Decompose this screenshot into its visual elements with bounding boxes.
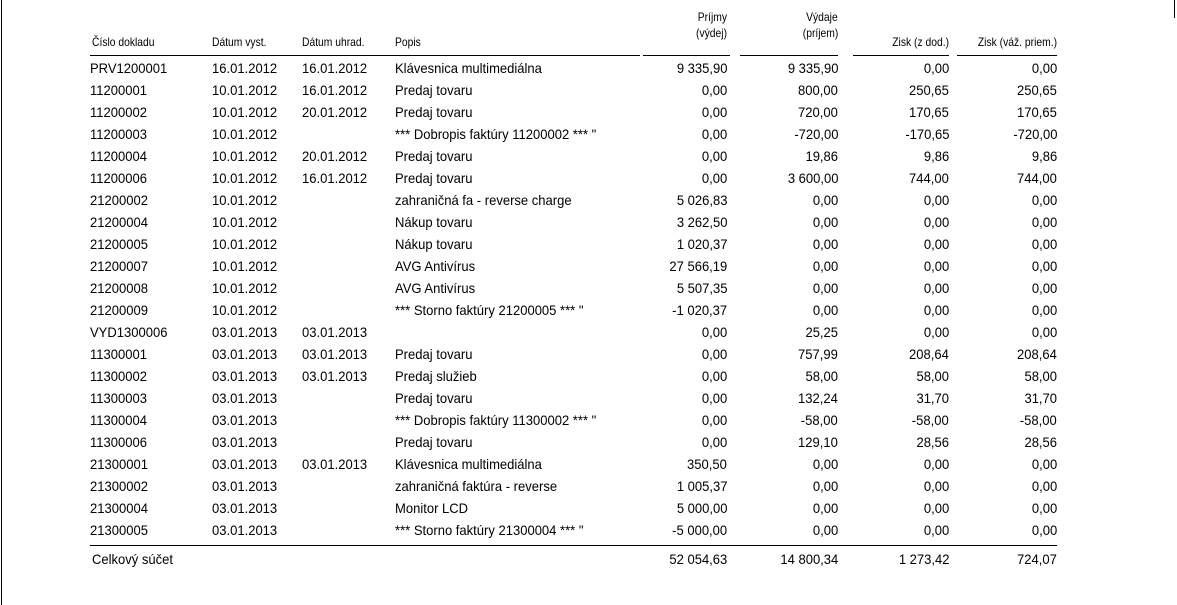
expense-value: 0,00 xyxy=(812,500,838,516)
income-value: 0,00 xyxy=(701,170,727,186)
profit-value: 0,00 xyxy=(923,214,949,230)
header-rule-expense xyxy=(740,55,838,56)
profit-avg-value: 0,00 xyxy=(1031,60,1057,76)
profit-avg-value: 0,00 xyxy=(1031,324,1057,340)
expense-value: 720,00 xyxy=(798,104,838,120)
profit-avg-value: 0,00 xyxy=(1031,456,1057,472)
profit-value: 250,65 xyxy=(909,82,949,98)
profit-avg-value: -720,00 xyxy=(1012,126,1057,142)
issue-date: 03.01.2013 xyxy=(212,412,278,428)
table-row xyxy=(0,190,1177,212)
table-row xyxy=(0,124,1177,146)
table-row xyxy=(0,58,1177,80)
income-value: 0,00 xyxy=(701,390,727,406)
table-row xyxy=(0,410,1177,432)
paid-date: 16.01.2012 xyxy=(302,170,368,186)
total-rule xyxy=(90,545,1057,546)
doc-number: 21300001 xyxy=(90,456,148,472)
doc-number: 21200002 xyxy=(90,192,148,208)
expense-value: 58,00 xyxy=(805,368,838,384)
expense-value: -58,00 xyxy=(801,412,838,428)
doc-number: 21300002 xyxy=(90,478,148,494)
profit-value: 9,86 xyxy=(923,148,949,164)
description: Monitor LCD xyxy=(395,500,469,516)
total-label: Celkový súčet xyxy=(92,551,174,567)
expense-value: 0,00 xyxy=(812,522,838,538)
issue-date: 03.01.2013 xyxy=(212,368,278,384)
doc-number: 21200007 xyxy=(90,258,148,274)
expense-value: 3 600,00 xyxy=(787,170,838,186)
expense-value: 0,00 xyxy=(812,258,838,274)
profit-avg-value: 0,00 xyxy=(1031,302,1057,318)
description: zahraničná fa - reverse charge xyxy=(395,192,572,208)
description: Predaj tovaru xyxy=(395,346,473,362)
issue-date: 03.01.2013 xyxy=(212,390,278,406)
profit-avg-value: 0,00 xyxy=(1031,258,1057,274)
issue-date: 03.01.2013 xyxy=(212,324,278,340)
description: AVG Antivírus xyxy=(395,258,476,274)
column-header-expense-line1: Výdaje xyxy=(806,10,838,24)
total-income: 52 054,63 xyxy=(669,551,727,567)
description: *** Dobropis faktúry 11200002 *** " xyxy=(395,126,597,142)
profit-avg-value: 0,00 xyxy=(1031,192,1057,208)
header-rule-left xyxy=(90,55,640,56)
issue-date: 10.01.2012 xyxy=(212,148,278,164)
description: *** Dobropis faktúry 11300002 *** " xyxy=(395,412,597,428)
income-value: -5 000,00 xyxy=(671,522,727,538)
description: Predaj služieb xyxy=(395,368,477,384)
expense-value: 132,24 xyxy=(798,390,838,406)
table-row xyxy=(0,278,1177,300)
profit-avg-value: 0,00 xyxy=(1031,236,1057,252)
income-value: 3 262,50 xyxy=(676,214,727,230)
profit-value: 0,00 xyxy=(923,258,949,274)
issue-date: 03.01.2013 xyxy=(212,434,278,450)
doc-number: 11200006 xyxy=(90,170,147,186)
issue-date: 10.01.2012 xyxy=(212,302,278,318)
doc-number: 11200002 xyxy=(90,104,147,120)
header-rule-income xyxy=(643,55,730,56)
income-value: 0,00 xyxy=(701,104,727,120)
profit-value: 58,00 xyxy=(916,368,949,384)
issue-date: 10.01.2012 xyxy=(212,280,278,296)
profit-value: 0,00 xyxy=(923,478,949,494)
profit-value: 28,56 xyxy=(916,434,949,450)
profit-value: 0,00 xyxy=(923,192,949,208)
issue-date: 10.01.2012 xyxy=(212,82,278,98)
doc-number: 11300006 xyxy=(90,434,147,450)
total-row xyxy=(0,549,1177,571)
total-profit: 1 273,42 xyxy=(898,551,949,567)
description: Nákup tovaru xyxy=(395,214,473,230)
income-value: 0,00 xyxy=(701,126,727,142)
table-row xyxy=(0,498,1177,520)
paid-date: 20.01.2012 xyxy=(302,104,368,120)
expense-value: -720,00 xyxy=(793,126,838,142)
profit-avg-value: 744,00 xyxy=(1017,170,1057,186)
issue-date: 16.01.2012 xyxy=(212,60,278,76)
income-value: 5 507,35 xyxy=(676,280,727,296)
table-row xyxy=(0,212,1177,234)
profit-avg-value: 0,00 xyxy=(1031,214,1057,230)
expense-value: 0,00 xyxy=(812,302,838,318)
column-header-profit-avg: Zisk (váž. priem.) xyxy=(977,35,1057,49)
total-expense: 14 800,34 xyxy=(780,551,838,567)
expense-value: 0,00 xyxy=(812,236,838,252)
column-header-income-line2: (výdej) xyxy=(696,26,727,40)
income-value: 9 335,90 xyxy=(676,60,727,76)
profit-value: -170,65 xyxy=(904,126,949,142)
profit-avg-value: -58,00 xyxy=(1020,412,1057,428)
description: zahraničná faktúra - reverse xyxy=(395,478,558,494)
income-value: 5 026,83 xyxy=(676,192,727,208)
profit-avg-value: 0,00 xyxy=(1031,522,1057,538)
doc-number: 11200004 xyxy=(90,148,147,164)
description: Predaj tovaru xyxy=(395,390,473,406)
issue-date: 10.01.2012 xyxy=(212,170,278,186)
issue-date: 03.01.2013 xyxy=(212,346,278,362)
doc-number: 11300004 xyxy=(90,412,147,428)
doc-number: 11200001 xyxy=(90,82,147,98)
profit-value: 208,64 xyxy=(909,346,949,362)
profit-avg-value: 28,56 xyxy=(1024,434,1057,450)
income-value: 0,00 xyxy=(701,412,727,428)
doc-number: 21300005 xyxy=(90,522,148,538)
profit-value: 0,00 xyxy=(923,456,949,472)
table-row xyxy=(0,234,1177,256)
income-value: 0,00 xyxy=(701,434,727,450)
column-header-doc: Číslo dokladu xyxy=(92,35,155,49)
income-value: 0,00 xyxy=(701,148,727,164)
table-row xyxy=(0,520,1177,542)
expense-value: 0,00 xyxy=(812,192,838,208)
income-value: -1 020,37 xyxy=(671,302,727,318)
profit-value: 31,70 xyxy=(916,390,949,406)
column-header-income-line1: Príjmy xyxy=(697,10,727,24)
issue-date: 10.01.2012 xyxy=(212,192,278,208)
table-row xyxy=(0,476,1177,498)
doc-number: 11300003 xyxy=(90,390,147,406)
table-row xyxy=(0,168,1177,190)
description: *** Storno faktúry 21300004 *** " xyxy=(395,522,584,538)
income-value: 0,00 xyxy=(701,82,727,98)
paid-date: 20.01.2012 xyxy=(302,148,368,164)
column-header-profit: Zisk (z dod.) xyxy=(892,35,949,49)
doc-number: 21200005 xyxy=(90,236,148,252)
profit-avg-value: 9,86 xyxy=(1031,148,1057,164)
profit-avg-value: 0,00 xyxy=(1031,478,1057,494)
expense-value: 0,00 xyxy=(812,456,838,472)
column-header-desc: Popis xyxy=(395,35,421,49)
description: *** Storno faktúry 21200005 *** " xyxy=(395,302,584,318)
income-value: 0,00 xyxy=(701,324,727,340)
table-row xyxy=(0,256,1177,278)
issue-date: 03.01.2013 xyxy=(212,478,278,494)
description: Predaj tovaru xyxy=(395,82,473,98)
income-value: 0,00 xyxy=(701,368,727,384)
doc-number: 11200003 xyxy=(90,126,147,142)
profit-value: -58,00 xyxy=(912,412,949,428)
issue-date: 03.01.2013 xyxy=(212,500,278,516)
issue-date: 10.01.2012 xyxy=(212,258,278,274)
profit-avg-value: 0,00 xyxy=(1031,280,1057,296)
issue-date: 10.01.2012 xyxy=(212,236,278,252)
description: Predaj tovaru xyxy=(395,104,473,120)
income-value: 1 020,37 xyxy=(676,236,727,252)
table-row xyxy=(0,454,1177,476)
description: Nákup tovaru xyxy=(395,236,473,252)
issue-date: 10.01.2012 xyxy=(212,126,278,142)
header-rule-profit xyxy=(853,55,949,56)
income-value: 350,50 xyxy=(687,456,727,472)
income-value: 27 566,19 xyxy=(669,258,727,274)
doc-number: 21300004 xyxy=(90,500,148,516)
description: AVG Antivírus xyxy=(395,280,476,296)
income-value: 0,00 xyxy=(701,346,727,362)
doc-number: 21200004 xyxy=(90,214,148,230)
table-row xyxy=(0,344,1177,366)
expense-value: 9 335,90 xyxy=(787,60,838,76)
expense-value: 757,99 xyxy=(798,346,838,362)
expense-value: 19,86 xyxy=(805,148,838,164)
expense-value: 0,00 xyxy=(812,280,838,296)
header-rule-profit-avg xyxy=(957,55,1057,56)
table-row xyxy=(0,102,1177,124)
profit-value: 0,00 xyxy=(923,324,949,340)
table-row xyxy=(0,432,1177,454)
expense-value: 0,00 xyxy=(812,214,838,230)
profit-avg-value: 170,65 xyxy=(1017,104,1057,120)
issue-date: 10.01.2012 xyxy=(212,214,278,230)
doc-number: 21200008 xyxy=(90,280,148,296)
table-row xyxy=(0,146,1177,168)
doc-number: 11300002 xyxy=(90,368,147,384)
column-header-issued: Dátum vyst. xyxy=(212,35,267,49)
profit-avg-value: 0,00 xyxy=(1031,500,1057,516)
profit-value: 0,00 xyxy=(923,500,949,516)
paid-date: 03.01.2013 xyxy=(302,456,368,472)
table-row xyxy=(0,366,1177,388)
profit-avg-value: 58,00 xyxy=(1024,368,1057,384)
paid-date: 16.01.2012 xyxy=(302,60,368,76)
table-row xyxy=(0,388,1177,410)
income-value: 1 005,37 xyxy=(676,478,727,494)
issue-date: 10.01.2012 xyxy=(212,104,278,120)
profit-value: 0,00 xyxy=(923,302,949,318)
description: Klávesnica multimediálna xyxy=(395,456,542,472)
column-header-expense-line2: (príjem) xyxy=(802,26,838,40)
description: Predaj tovaru xyxy=(395,434,473,450)
table-row xyxy=(0,80,1177,102)
expense-value: 800,00 xyxy=(798,82,838,98)
doc-number: 11300001 xyxy=(90,346,147,362)
table-body xyxy=(0,58,1177,542)
issue-date: 03.01.2013 xyxy=(212,522,278,538)
profit-avg-value: 250,65 xyxy=(1017,82,1057,98)
profit-avg-value: 208,64 xyxy=(1017,346,1057,362)
profit-avg-value: 31,70 xyxy=(1024,390,1057,406)
expense-value: 0,00 xyxy=(812,478,838,494)
expense-value: 25,25 xyxy=(805,324,838,340)
profit-value: 744,00 xyxy=(909,170,949,186)
description: Klávesnica multimediálna xyxy=(395,60,542,76)
paid-date: 03.01.2013 xyxy=(302,346,368,362)
doc-number: 21200009 xyxy=(90,302,148,318)
paid-date: 16.01.2012 xyxy=(302,82,368,98)
paid-date: 03.01.2013 xyxy=(302,368,368,384)
profit-value: 0,00 xyxy=(923,280,949,296)
profit-value: 0,00 xyxy=(923,522,949,538)
doc-number: VYD1300006 xyxy=(90,324,168,340)
paid-date: 03.01.2013 xyxy=(302,324,368,340)
total-profit-avg: 724,07 xyxy=(1017,551,1057,567)
description: Predaj tovaru xyxy=(395,170,473,186)
expense-value: 129,10 xyxy=(798,434,838,450)
income-value: 5 000,00 xyxy=(676,500,727,516)
table-row xyxy=(0,322,1177,344)
description: Predaj tovaru xyxy=(395,148,473,164)
issue-date: 03.01.2013 xyxy=(212,456,278,472)
profit-value: 0,00 xyxy=(923,236,949,252)
profit-value: 0,00 xyxy=(923,60,949,76)
column-header-paid: Dátum uhrad. xyxy=(302,35,365,49)
profit-value: 170,65 xyxy=(909,104,949,120)
doc-number: PRV1200001 xyxy=(90,60,168,76)
table-row xyxy=(0,300,1177,322)
